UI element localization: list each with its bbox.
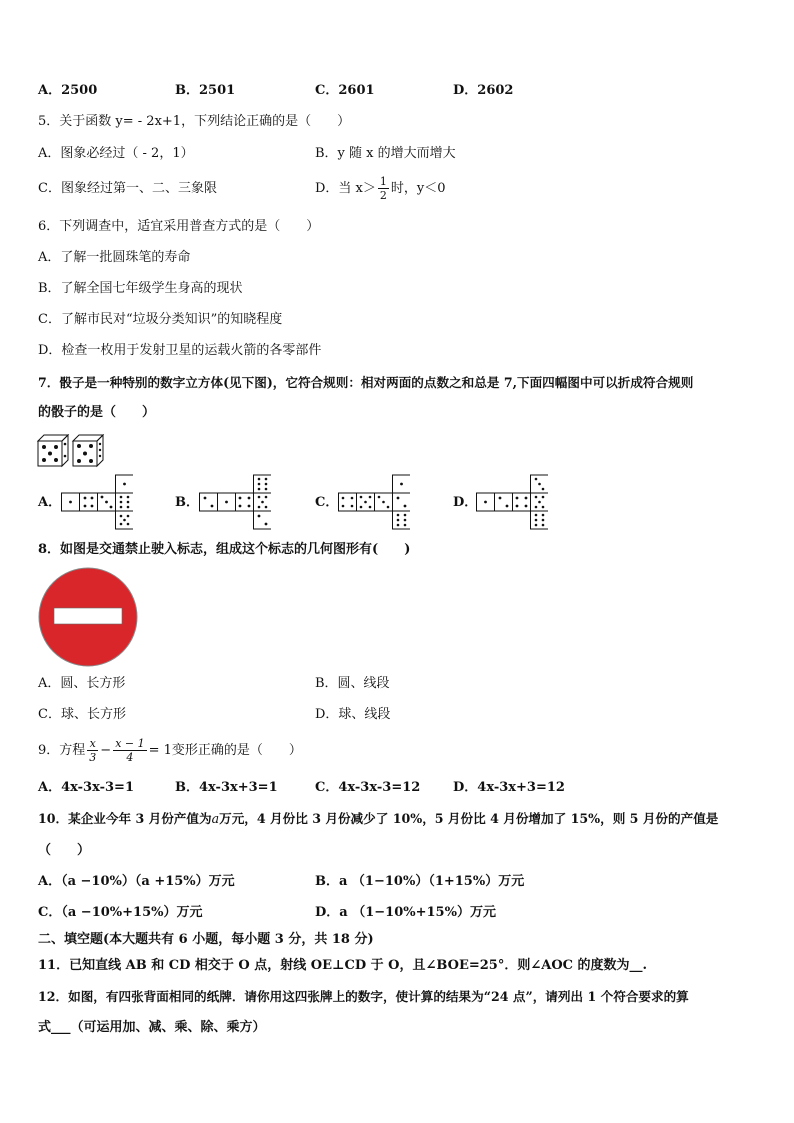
- q9-prefix: 9．方程: [38, 743, 86, 758]
- q10-stem-line2: （ ）: [38, 843, 91, 858]
- q7-option-d-label: D．: [453, 495, 478, 510]
- q9-f1-denominator: 3: [89, 751, 97, 764]
- q4-option-a: A．2500: [38, 83, 98, 98]
- q12-stem-line2: 式___（可运用加、减、乘、除、乘方）: [38, 1020, 266, 1035]
- q5-option-a: A．图象必经过（ - 2，1）: [38, 146, 194, 161]
- q6-option-c: C．了解市民对“垃圾分类知识”的知晓程度: [38, 312, 283, 327]
- q7-net-c: [338, 474, 410, 530]
- q9-f2-numerator: x − 1: [115, 737, 145, 750]
- q7-net-d: [476, 474, 548, 530]
- q10-stem-post: 万元，4 月份比 3 月份减少了 10%，5 月份比 4 月份增加了 15%，则 5 月份的产值是: [219, 811, 719, 826]
- q9-f1-numerator: x: [87, 737, 98, 751]
- q5-d-denominator: 2: [379, 189, 387, 202]
- q8-option-b: B．圆、线段: [315, 676, 390, 691]
- q8-option-d: D．球、线段: [315, 707, 391, 722]
- q4-option-d: D．2602: [453, 83, 514, 98]
- q9-option-c: C．4x-3x-3=12: [315, 780, 421, 795]
- section-heading: 二、填空题(本大题共有 6 小题，每小题 3 分，共 18 分): [38, 932, 374, 947]
- q9-f2-denominator: 4: [126, 751, 134, 764]
- q7-net-b: [199, 474, 271, 530]
- q4-option-c: C．2601: [315, 83, 375, 98]
- no-entry-sign-icon: [37, 566, 139, 668]
- q5-d-numerator: 1: [379, 175, 387, 188]
- q8-option-a: A．圆、长方形: [38, 676, 126, 691]
- q7-option-b-label: B．: [175, 495, 199, 510]
- q7-option-a-label: A．: [38, 495, 62, 510]
- q10-option-a: A．（a −10%）（a +15%）万元: [38, 874, 235, 889]
- dice-illustration: [37, 434, 107, 468]
- q9-minus: −: [100, 743, 112, 758]
- q10-option-d: D．a （1−10%+15%）万元: [315, 905, 496, 920]
- q5-option-c: C．图象经过第一、二、三象限: [38, 181, 217, 196]
- q11-stem: 11．已知直线 AB 和 CD 相交于 O 点，射线 OE⊥CD 于 O，且∠BOE=25°．则∠AOC 的度数为__.: [38, 958, 648, 973]
- q10-var: a: [211, 811, 220, 826]
- q10-option-b: B．a （1−10%）（1+15%）万元: [315, 874, 525, 889]
- q9-equals: = 1: [148, 743, 172, 758]
- sign-bar: [54, 608, 122, 624]
- q4-option-b: B．2501: [175, 83, 236, 98]
- q6-option-a: A．了解一批圆珠笔的寿命: [38, 250, 191, 265]
- q10-stem-line1: [38, 810, 718, 828]
- q5-d-suffix: 时，y＜0: [390, 181, 446, 196]
- q7-net-a: [61, 474, 133, 530]
- q9-suffix: 变形正确的是（ ）: [171, 743, 302, 758]
- q6-option-b: B．了解全国七年级学生身高的现状: [38, 281, 243, 296]
- q8-option-c: C．球、长方形: [38, 707, 126, 722]
- q5-stem: 5．关于函数 y= - 2x+1，下列结论正确的是（ ）: [38, 114, 351, 129]
- q7-stem-line1: 7．骰子是一种特别的数字立方体(见下图)，它符合规则：相对两面的点数之和总是 7,下面四幅图中可以折成符合规则: [38, 375, 694, 390]
- q7-stem-line2: 的骰子的是（ ）: [38, 405, 156, 420]
- q10-option-c: C．（a −10%+15%）万元: [38, 905, 203, 920]
- q7-option-c-label: C．: [315, 495, 339, 510]
- q12-stem-line1: 12．如图，有四张背面相同的纸牌．请你用这四张牌上的数字，使计算的结果为“24 点”，请列出 1 个符合要求的算: [38, 989, 689, 1004]
- q5-option-b: B．y 随 x 的增大而增大: [315, 146, 456, 161]
- q5-option-d: [315, 172, 446, 206]
- q9-option-d: D．4x-3x+3=12: [453, 780, 565, 795]
- q8-stem: 8．如图是交通禁止驶入标志，组成这个标志的几何图形有( ): [38, 542, 411, 557]
- q9-fraction-1: [87, 737, 98, 764]
- q10-stem-pre: 10．某企业今年 3 月份产值为: [38, 811, 212, 826]
- q6-option-d: D．检查一枚用于发射卫星的运载火箭的各零部件: [38, 343, 322, 358]
- q9-option-b: B．4x-3x+3=1: [175, 780, 278, 795]
- q5-d-fraction: [378, 175, 389, 202]
- q5-d-prefix: D．当 x＞: [315, 181, 376, 196]
- q9-option-a: A．4x-3x-3=1: [38, 780, 134, 795]
- q9-stem: [38, 734, 302, 768]
- q9-fraction-2: [113, 737, 146, 764]
- q6-stem: 6．下列调查中，适宜采用普查方式的是（ ）: [38, 219, 320, 234]
